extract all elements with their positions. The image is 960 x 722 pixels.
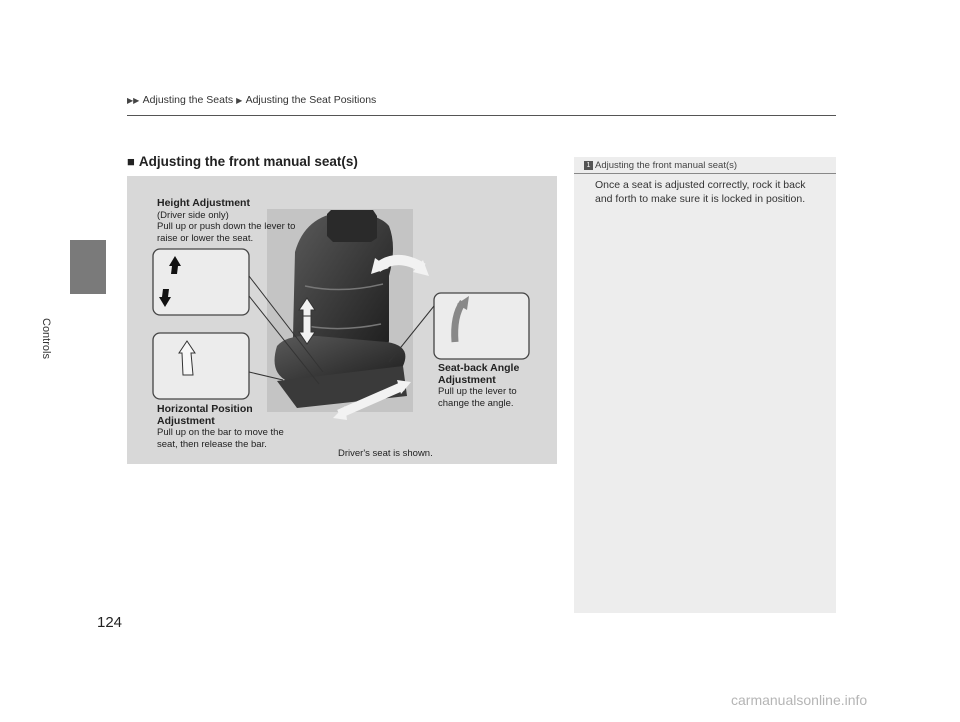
note-heading-text: Adjusting the front manual seat(s) [595, 160, 738, 171]
breadcrumb-arrow-icon: ▶▶ [127, 96, 140, 105]
horizontal-adjustment-desc: Pull up on the bar to move the seat, then release the bar. [157, 427, 284, 450]
section-title [127, 154, 358, 169]
seatback-callout-box [434, 293, 529, 359]
breadcrumb-level1[interactable]: Adjusting the Seats [142, 94, 234, 106]
height-adjustment-desc: Pull up or push down the lever to raise or lower the seat. [157, 221, 296, 244]
horizontal-adjustment-title: Horizontal Position [157, 403, 253, 415]
horizontal-adjustment-label [157, 404, 297, 450]
note-divider [574, 173, 836, 174]
note-heading [584, 160, 737, 171]
seatback-adjustment-title: Seat-back Angle [438, 362, 520, 374]
header-rule [127, 115, 836, 116]
height-callout-box [153, 249, 249, 315]
side-tab-label: Controls [40, 318, 52, 359]
figure-caption: Driver's seat is shown. [338, 448, 433, 459]
height-adjustment-title: Height Adjustment [157, 197, 250, 209]
headrest [327, 210, 377, 242]
height-adjustment-label [157, 198, 297, 244]
breadcrumb [127, 94, 376, 106]
figure-panel [127, 176, 557, 464]
note-panel [574, 157, 836, 613]
seatback-adjustment-title2: Adjustment [438, 373, 496, 386]
note-body: Once a seat is adjusted correctly, rock it back and forth to make sure it is locked in position. [595, 179, 806, 205]
watermark[interactable]: carmanualsonline.info [731, 692, 868, 708]
breadcrumb-arrow-icon: ▶ [236, 96, 243, 105]
side-tab-marker [70, 240, 106, 294]
seatback-adjustment-label [438, 363, 548, 409]
note-number-badge: 1 [584, 161, 593, 170]
seatback-adjustment-desc: Pull up the lever to change the angle. [438, 386, 517, 409]
breadcrumb-level2[interactable]: Adjusting the Seat Positions [245, 94, 377, 106]
height-adjustment-sub: (Driver side only) [157, 209, 229, 221]
page-number: 124 [97, 614, 123, 631]
section-marker-icon: ■ [127, 154, 135, 169]
horizontal-callout-box [153, 333, 249, 399]
horizontal-adjustment-title2: Adjustment [157, 414, 215, 427]
section-title-text: Adjusting the front manual seat(s) [138, 154, 358, 169]
